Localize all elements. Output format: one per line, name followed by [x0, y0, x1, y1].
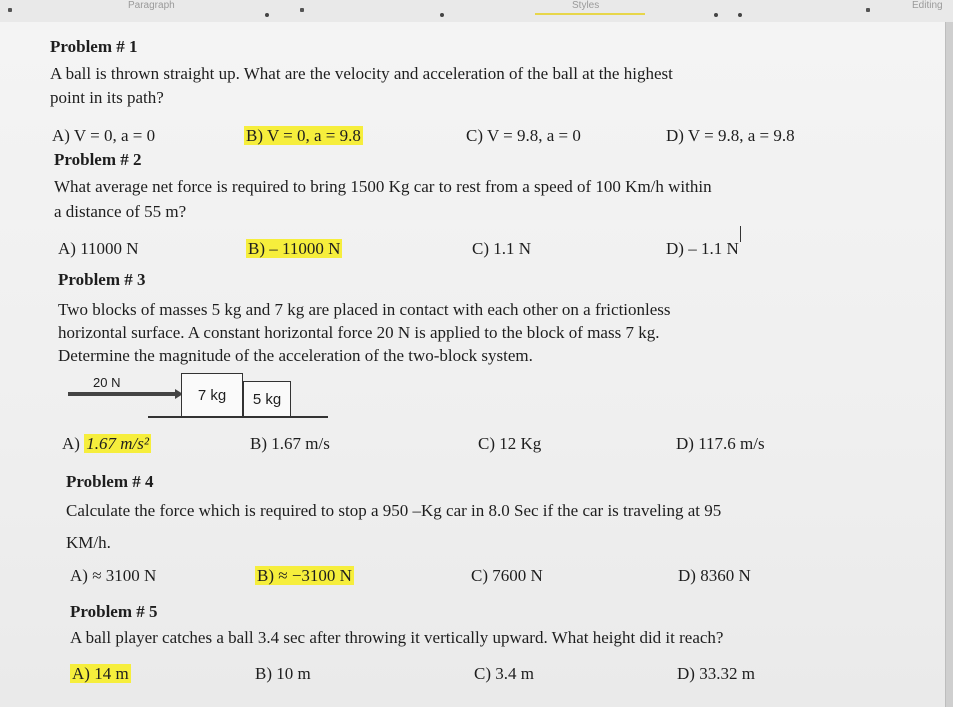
block-5kg	[243, 381, 291, 417]
problem-2-option-b: B) – 11000 N	[248, 239, 341, 258]
problem-3-option-b: B) 1.67 m/s	[250, 434, 330, 453]
problem-1-option-d: D) V = 9.8, a = 9.8	[666, 126, 795, 145]
text-cursor	[740, 226, 741, 242]
problem-3-question-line2: horizontal surface. A constant horizontal force 20 N is applied to the block of mass 7 kg.	[58, 323, 660, 342]
ribbon-dot-icon	[265, 13, 269, 17]
problem-3-question-line3: Determine the magnitude of the acceleration of the two-block system.	[58, 346, 533, 365]
block-5kg-label: 5 kg	[252, 390, 282, 408]
problem-1-heading: Problem # 1	[50, 37, 138, 56]
problem-1-option-a: A) V = 0, a = 0	[52, 126, 156, 145]
problem-1-option-b: B) V = 0, a = 9.8	[246, 126, 361, 145]
problem-5-option-c: C) 3.4 m	[474, 664, 534, 683]
block-7kg-label: 7 kg	[197, 386, 227, 404]
problem-2-option-d: D) – 1.1 N	[666, 239, 739, 258]
problem-3-option-c: C) 12 Kg	[478, 434, 542, 453]
problem-2-option-a: A) 11000 N	[58, 239, 139, 258]
block-7kg	[181, 373, 243, 417]
problem-2-option-c: C) 1.1 N	[472, 239, 532, 258]
paragraph-group-label: Paragraph	[128, 0, 175, 11]
problem-1-option-c: C) V = 9.8, a = 0	[466, 126, 581, 145]
problem-4-option-b: B) ≈ −3100 N	[257, 566, 352, 585]
force-label: 20 N	[93, 375, 121, 390]
problem-4-option-a: A) ≈ 3100 N	[70, 566, 157, 585]
problem-3-question-line1: Two blocks of masses 5 kg and 7 kg are placed in contact with each other on a frictionless	[58, 300, 671, 319]
problem-3-option-d: D) 117.6 m/s	[676, 434, 765, 453]
problem-5-heading: Problem # 5	[70, 602, 158, 621]
problem-5-question-line1: A ball player catches a ball 3.4 sec after throwing it vertically upward. What height did it reach?	[70, 628, 724, 647]
ribbon-dot-icon	[714, 13, 718, 17]
frictionless-surface	[148, 416, 328, 418]
ribbon-launcher-icon[interactable]	[8, 8, 12, 12]
problem-3-heading: Problem # 3	[58, 270, 146, 289]
problem-3-option-a-prefix: A)	[62, 434, 80, 453]
problem-4-question-line1: Calculate the force which is required to stop a 950 –Kg car in 8.0 Sec if the car is traveling at 95	[66, 501, 722, 520]
ribbon-dot-icon	[440, 13, 444, 17]
editing-group-label: Editing	[912, 0, 943, 11]
problem-1-question-line2: point in its path?	[50, 88, 164, 107]
problem-5-option-a: A) 14 m	[72, 664, 129, 683]
problem-2-question-line1: What average net force is required to bring 1500 Kg car to rest from a speed of 100 Km/h within	[54, 177, 712, 196]
problem-5-option-d: D) 33.32 m	[677, 664, 755, 683]
problem-4-heading: Problem # 4	[66, 472, 154, 491]
problem-5-option-b: B) 10 m	[255, 664, 311, 683]
styles-highlight-bar	[535, 13, 645, 15]
force-arrow-shaft	[68, 392, 178, 396]
problem-4-option-d: D) 8360 N	[678, 566, 751, 585]
problem-2-heading: Problem # 2	[54, 150, 142, 169]
word-ribbon	[0, 0, 953, 22]
styles-group-label: Styles	[572, 0, 600, 11]
problem-4-option-c: C) 7600 N	[471, 566, 543, 585]
problem-2-question-line2: a distance of 55 m?	[54, 202, 187, 221]
problem-1-question-line1: A ball is thrown straight up. What are the velocity and acceleration of the ball at the highest	[50, 64, 673, 83]
paragraph-launcher-icon[interactable]	[300, 8, 304, 12]
styles-launcher-icon[interactable]	[866, 8, 870, 12]
problem-3-option-a: 1.67 m/s²	[86, 434, 149, 453]
ribbon-dot-icon	[738, 13, 742, 17]
problem-4-question-line2: KM/h.	[66, 533, 111, 552]
